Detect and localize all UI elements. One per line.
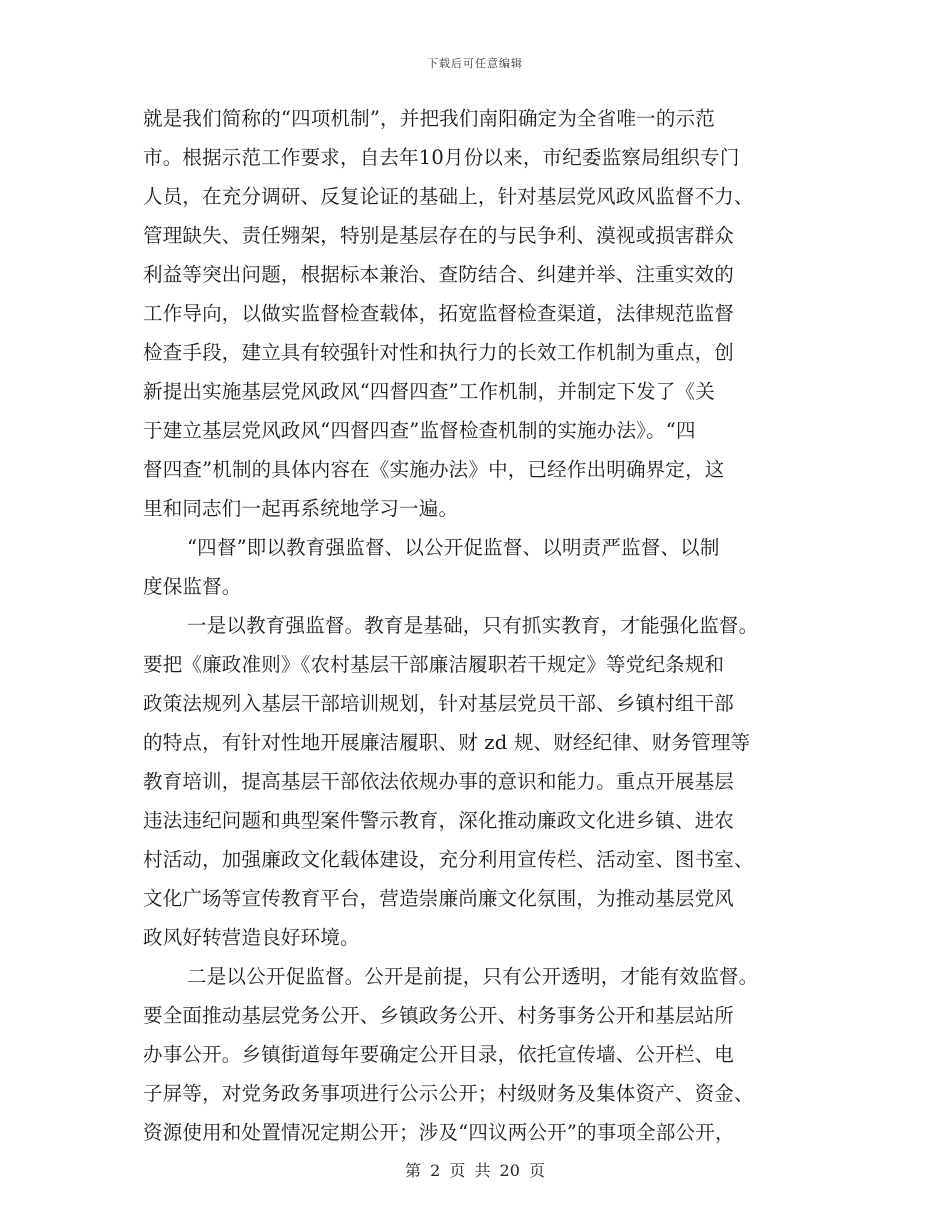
text-line: 违法违纪问题和典型案件警示教育，深化推动廉政文化进乡镇、进农 xyxy=(143,809,735,832)
text-line: 一是以教育强监督。教育是基础，只有抓实教育，才能强化监督。 xyxy=(187,614,759,637)
text-line: 于建立基层党风政风“四督四查”监督检查机制的实施办法》。“四 xyxy=(143,419,696,442)
text-line: 工作导向，以做实监督检查载体，拓宽监督检查渠道，法律规范监督 xyxy=(143,302,735,325)
text-line: 度保监督。 xyxy=(143,575,242,598)
text-line: 利益等突出问题，根据标本兼治、查防结合、纠建并举、注重实效的 xyxy=(143,263,735,286)
text-line: 政风好转营造良好环境。 xyxy=(143,926,360,949)
text-line: 的特点，有针对性地开展廉洁履职、财 zd 规、财经纪律、财务管理等 xyxy=(143,731,751,754)
text-line: 新提出实施基层党风政风“四督四查”工作机制，并制定下发了《关 xyxy=(143,380,715,403)
text-line: 市。根据示范工作要求，自去年10月份以来，市纪委监察局组织专门 xyxy=(143,146,740,169)
text-line: 文化广场等宣传教育平台，营造崇廉尚廉文化氛围，为推动基层党风 xyxy=(143,887,735,910)
text-line: 要把《廉政准则》《农村基层干部廉洁履职若干规定》等党纪条规和 xyxy=(143,653,725,676)
text-line: 就是我们简称的“四项机制”，并把我们南阳确定为全省唯一的示范 xyxy=(143,107,715,130)
text-line: 教育培训，提高基层干部依法依规办事的意识和能力。重点开展基层 xyxy=(143,770,735,793)
text-line: “四督”即以教育强监督、以公开促监督、以明责严监督、以制 xyxy=(187,536,720,559)
text-line: 村活动，加强廉政文化载体建设，充分利用宣传栏、活动室、图书室、 xyxy=(143,848,754,871)
document-body xyxy=(143,99,803,1152)
text-line: 办事公开。乡镇街道每年要确定公开目录，依托宣传墙、公开栏、电 xyxy=(143,1043,735,1066)
text-line: 管理缺失、责任翙架，特别是基层存在的与民争利、漠视或损害群众 xyxy=(143,224,735,247)
page-header: 下载后可任意编辑 xyxy=(427,57,523,70)
text-line: 督四查”机制的具体内容在《实施办法》中，已经作出明确界定，这 xyxy=(143,458,725,481)
text-line: 子屏等，对党务政务事项进行公示公开；村级财务及集体资产、资金、 xyxy=(143,1082,754,1105)
text-line: 里和同志们一起再系统地学习一遍。 xyxy=(143,497,459,520)
text-line: 二是以公开促监督。公开是前提，只有公开透明，才能有效监督。 xyxy=(187,965,759,988)
text-line: 人员，在充分调研、反复论证的基础上，针对基层党风政风监督不力、 xyxy=(143,185,754,208)
page-footer: 第 2 页 共 20 页 xyxy=(405,1161,545,1180)
text-line: 政策法规列入基层干部培训规划，针对基层党员干部、乡镇村组干部 xyxy=(143,692,735,715)
text-line: 资源使用和处置情况定期公开；涉及“四议两公开”的事项全部公开， xyxy=(143,1121,735,1144)
text-line: 要全面推动基层党务公开、乡镇政务公开、村务事务公开和基层站所 xyxy=(143,1004,735,1027)
text-line: 检查手段，建立具有较强针对性和执行力的长效工作机制为重点，创 xyxy=(143,341,735,364)
